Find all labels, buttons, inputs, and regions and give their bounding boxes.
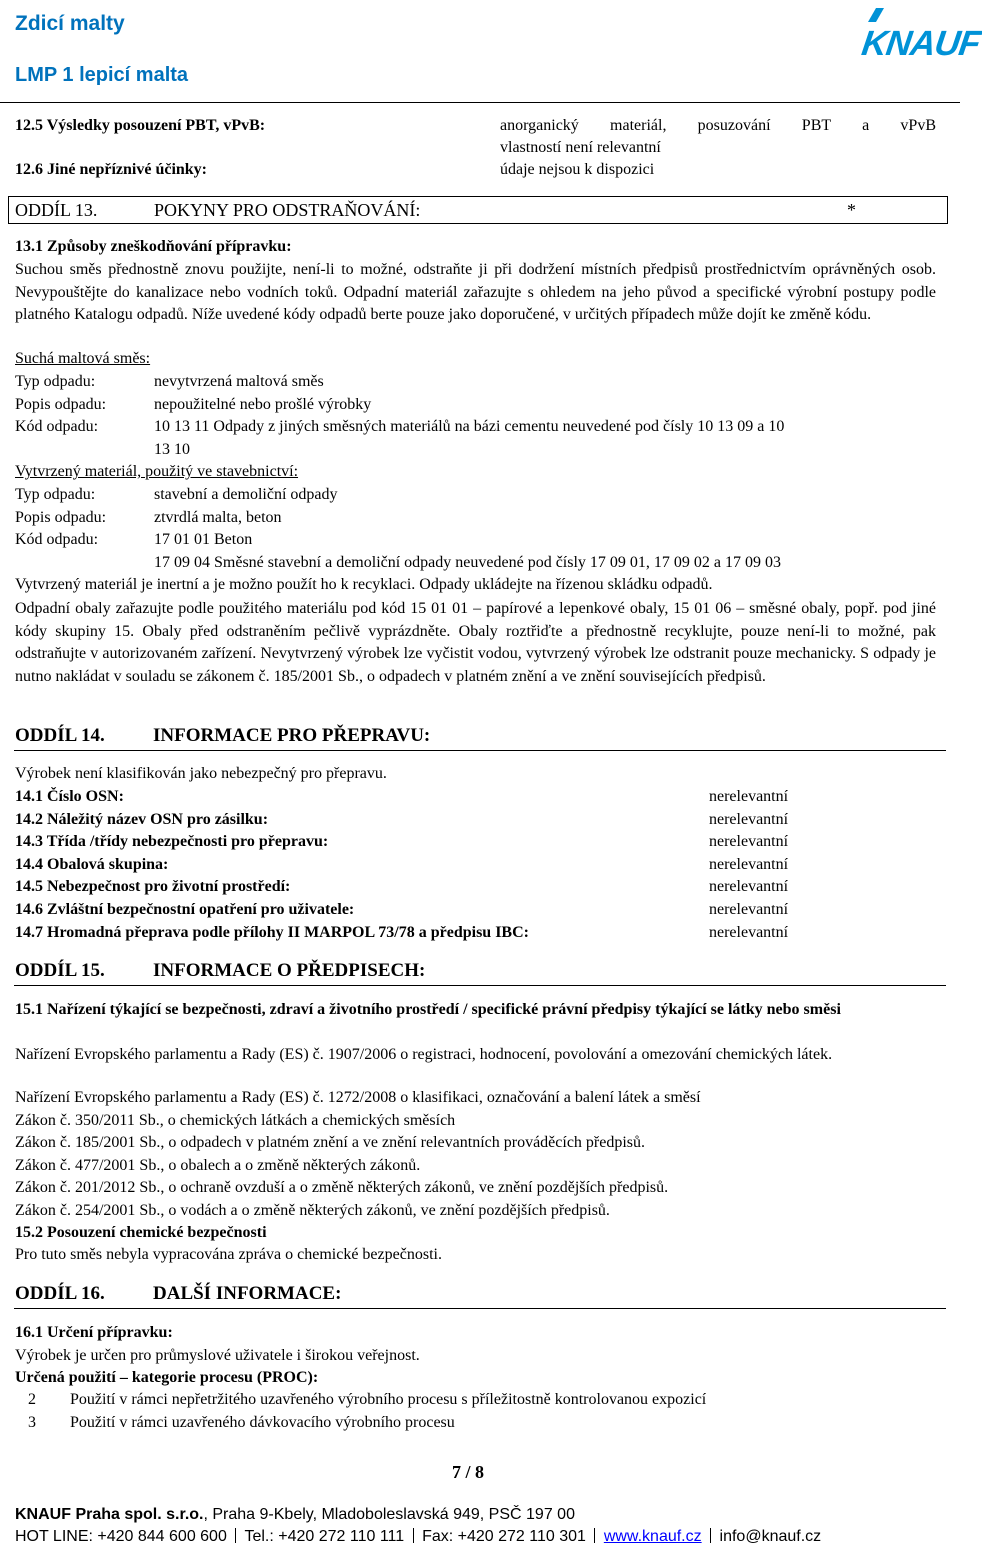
proc-number: 2 xyxy=(28,1391,36,1408)
section-15-title: INFORMACE O PŘEDPISECH: xyxy=(153,960,426,981)
section-13-number: ODDÍL 13. xyxy=(15,200,98,220)
dry-code-value-1: 10 13 11 Odpady z jiných směsných materiálů na bázi cementu neuvedené pod čísly 10 13 09 a 10 xyxy=(154,418,785,435)
hard-type-label: Typ odpadu: xyxy=(15,486,96,503)
dry-code-value-2: 13 10 xyxy=(154,441,190,458)
knauf-logo xyxy=(859,6,982,68)
transport-row-label: 14.2 Náležitý název OSN pro zásilku: xyxy=(15,810,269,828)
separator xyxy=(594,1528,595,1543)
s12-6-value: údaje nejsou k dispozici xyxy=(500,161,655,178)
transport-row-value: nerelevantní xyxy=(709,810,789,828)
section-16-divider xyxy=(14,1308,946,1309)
page-header xyxy=(0,0,982,103)
hardened-heading: Vytvrzený materiál, použitý ve stavebnictví: xyxy=(15,463,299,480)
logo-text: KNAUF xyxy=(859,24,982,63)
website-link[interactable]: www.knauf.cz xyxy=(603,1528,702,1545)
law-item: Zákon č. 350/2011 Sb., o chemických látkách a chemických směsích xyxy=(15,1111,456,1129)
hard-type-value: stavební a demoliční odpady xyxy=(154,486,338,503)
transport-row-value: nerelevantní xyxy=(709,901,789,918)
law-item: Nařízení Evropského parlamentu a Rady (ES) č. 1272/2008 o klasifikaci, označování a balení látek a směsí xyxy=(15,1089,701,1106)
proc-number: 3 xyxy=(28,1414,36,1431)
section-15-number: ODDÍL 15. xyxy=(15,960,105,981)
dry-desc-label: Popis odpadu: xyxy=(15,396,107,413)
s13-paragraph-2: Odpadní obaly zařazujte podle použitého materiálu pod kód 15 01 01 – papírové a lepenkové obaly, 15 01 06 – směsné obaly, popř. pod jiné kódy skupiny 15. Obaly před odstraněním pečlivě vyprázdněte. Obaly roztřiďte a přednostně recyklujte, pouze není-li to možné, pak odstraňujte v autorizovaném zařízení. Nevytvrzený výrobek lze vyčistit vodou, vytvrzený výrobek lze odstranit pouze mechanicky. S odpady je nutno nakládat v souladu se zákonem č. 185/2001 Sb., o odpadech v platném znění a ve znění souvisejících předpisů. xyxy=(15,600,936,685)
transport-row-value: nerelevantní xyxy=(709,878,789,896)
contact-line xyxy=(15,1528,821,1546)
s15-1-heading: 15.1 Nařízení týkající se bezpečnosti, zdraví a životního prostředí / specifické právní předpisy týkající se látky nebo směsi xyxy=(15,1001,841,1018)
section-13-heading xyxy=(8,196,948,224)
company-name: KNAUF Praha spol. s.r.o. xyxy=(15,1506,204,1523)
transport-row-label: 14.4 Obalová skupina: xyxy=(15,855,169,873)
s12-5-value-2: vlastností není relevantní xyxy=(500,139,661,156)
s15-2-text: Pro tuto směs nebyla vypracována zpráva o chemické bezpečnosti. xyxy=(15,1246,442,1263)
hard-desc-value: ztvrdlá malta, beton xyxy=(154,509,282,526)
transport-row-label: 14.1 Číslo OSN: xyxy=(15,788,124,805)
proc-text: Použití v rámci nepřetržitého uzavřeného výrobního procesu s příležitostně kontrolovanou expozicí xyxy=(70,1391,707,1408)
transport-row-label: 14.3 Třída /třídy nebezpečnosti pro přepravu: xyxy=(15,833,329,851)
proc-heading: Určená použití – kategorie procesu (PROC): xyxy=(15,1369,319,1386)
law-item: Zákon č. 201/2012 Sb., o ochraně ovzduší a o změně některých zákonů, ve znění pozdějších předpisů. xyxy=(15,1179,669,1197)
dry-desc-value: nepoužitelné nebo prošlé výrobky xyxy=(154,396,372,413)
section-16-title: DALŠÍ INFORMACE: xyxy=(153,1283,342,1304)
transport-row-label: 14.6 Zvláštní bezpečnostní opatření pro uživatele: xyxy=(15,901,355,918)
dry-type-value: nevytvrzená maltová směs xyxy=(154,373,324,390)
transport-row-label: 14.7 Hromadná přeprava podle přílohy II MARPOL 73/78 a předpisu IBC: xyxy=(15,923,529,941)
document-title: Zdicí malty xyxy=(15,12,125,35)
transport-row-value: nerelevantní xyxy=(709,833,789,851)
s15-2-heading: 15.2 Posouzení chemické bezpečnosti xyxy=(15,1224,267,1241)
separator xyxy=(235,1528,236,1543)
product-name: LMP 1 lepicí malta xyxy=(15,64,189,86)
hard-code-value-1: 17 01 01 Beton xyxy=(154,531,253,548)
logo-mark-icon xyxy=(862,6,956,24)
separator xyxy=(413,1528,414,1543)
section-14-title: INFORMACE PRO PŘEPRAVU: xyxy=(153,725,431,746)
section-15-divider xyxy=(14,985,946,986)
section-14-number: ODDÍL 14. xyxy=(15,725,105,746)
dry-mortar-heading: Suchá maltová směs: xyxy=(15,350,151,367)
s16-1-text: Výrobek je určen pro průmyslové uživatele i širokou veřejnost. xyxy=(15,1347,420,1364)
company-address-text: , Praha 9-Kbely, Mladoboleslavská 949, PSČ 197 00 xyxy=(203,1506,575,1523)
telephone: Tel.: +420 272 110 111 xyxy=(244,1528,405,1545)
dry-code-label: Kód odpadu: xyxy=(15,418,99,435)
separator xyxy=(710,1528,711,1543)
s16-1-heading: 16.1 Určení přípravku: xyxy=(15,1324,173,1341)
section-14-divider xyxy=(14,750,946,751)
hotline: HOT LINE: +420 844 600 600 xyxy=(15,1528,227,1545)
hard-code-value-2: 17 09 04 Směsné stavební a demoliční odpady neuvedené pod čísly 17 09 01, 17 09 02 a 17 09 03 xyxy=(154,554,782,571)
inert-note: Vytvrzený materiál je inertní a je možno použít ho k recyklaci. Odpady ukládejte na řízenou skládku odpadů. xyxy=(15,576,713,593)
s12-5-label: 12.5 Výsledky posouzení PBT, vPvB: xyxy=(15,117,266,134)
law-item: Zákon č. 477/2001 Sb., o obalech a o změně některých zákonů. xyxy=(15,1156,421,1174)
hard-desc-label: Popis odpadu: xyxy=(15,509,107,526)
fax: Fax: +420 272 110 301 xyxy=(422,1528,586,1545)
dry-type-label: Typ odpadu: xyxy=(15,373,96,390)
s13-1-heading: 13.1 Způsoby zneškodňování přípravku: xyxy=(15,238,292,255)
s12-5-value-1: anorganický materiál, posuzování PBT a vPvB xyxy=(500,117,936,134)
transport-row-value: nerelevantní xyxy=(709,923,789,941)
email[interactable]: info@knauf.cz xyxy=(719,1528,822,1545)
proc-text: Použití v rámci uzavřeného dávkovacího výrobního procesu xyxy=(70,1414,455,1431)
section-13-title: POKYNY PRO ODSTRAŇOVÁNÍ: xyxy=(154,200,421,220)
s12-6-label: 12.6 Jiné nepříznivé účinky: xyxy=(15,161,208,178)
transport-row-value: nerelevantní xyxy=(709,788,789,805)
reach-regulation: Nařízení Evropského parlamentu a Rady (ES) č. 1907/2006 o registraci, hodnocení, povolování a omezování chemických látek. xyxy=(15,1046,833,1063)
s13-paragraph-1: Suchou směs přednostně znovu použijte, není-li to možné, odstraňte ji při dodržení místních předpisů prostřednictvím oprávněných osob. Nevypouštějte do kanalizace nebo vodních toků. Odpadní materiál zařazujte s ohledem na jeho původ a specifické výrobní postupy podle platného Katalogu odpadů. Níže uvedené kódy odpadů berte pouze jako doporučené, v určitých případech může dojít ke změně kódu. xyxy=(15,261,936,324)
transport-row-value: nerelevantní xyxy=(709,855,789,873)
hard-code-label: Kód odpadu: xyxy=(15,531,99,548)
section-16-number: ODDÍL 16. xyxy=(15,1283,105,1304)
transport-row-label: 14.5 Nebezpečnost pro životní prostředí: xyxy=(15,878,291,896)
page-number: 7 / 8 xyxy=(452,1462,485,1482)
revision-star: * xyxy=(847,200,856,220)
law-item: Zákon č. 254/2001 Sb., o vodách a o změně některých zákonů, ve znění pozdějších předpisů. xyxy=(15,1202,610,1219)
law-item: Zákon č. 185/2001 Sb., o odpadech v platném znění a ve znění relevantních prováděcích předpisů. xyxy=(15,1134,646,1152)
transport-intro: Výrobek není klasifikován jako nebezpečný pro přepravu. xyxy=(15,765,387,782)
company-address xyxy=(15,1506,575,1524)
